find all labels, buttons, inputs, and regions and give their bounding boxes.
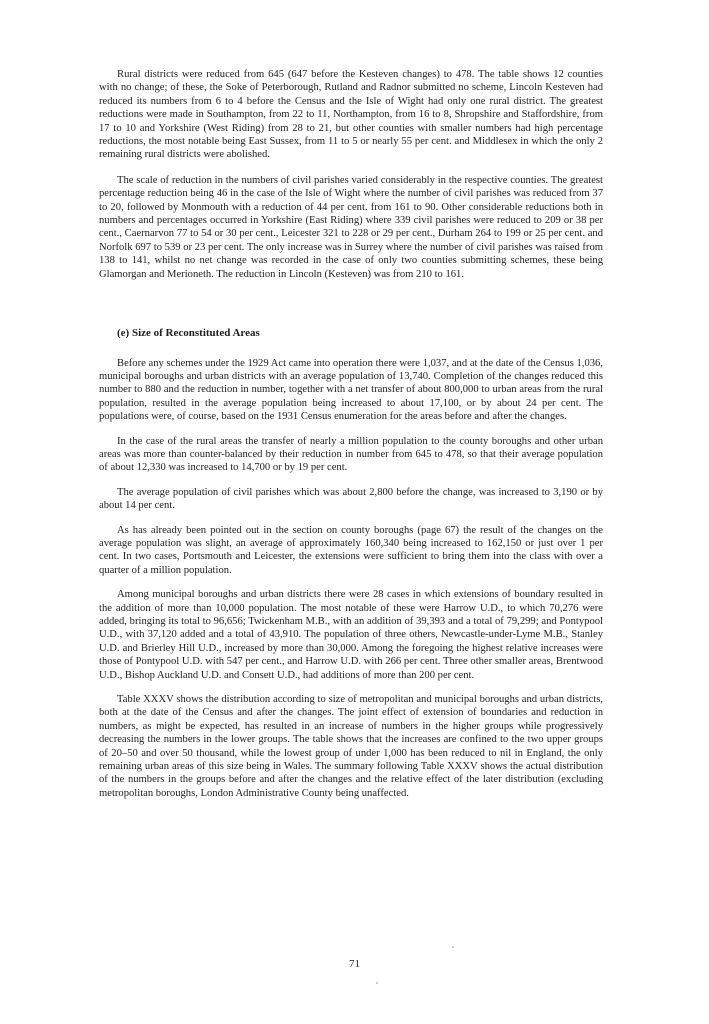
document-page [99, 68, 603, 800]
paragraph-municipal-boroughs: Before any schemes under the 1929 Act came into operation there were 1,037, and at the date of the Census 1,036, municipal boroughs and urban districts with an average population of 13,740. Completion of the changes reduced this number to 880 and the reduction in number, together with a net transfer of about 800,000 to urban areas from the rural population, resulted in the average population being increased to about 17,100, or by about 24 per cent. The populations were, of course, based on the 1931 Census enumeration for the areas before and after the changes. [99, 357, 603, 423]
section-heading: (e) Size of Reconstituted Areas [117, 327, 260, 340]
scan-speck [376, 982, 378, 984]
paragraph-rural-districts: Rural districts were reduced from 645 (647 before the Kesteven changes) to 478. The table shows 12 counties with no change; of these, the Soke of Peterborough, Rutland and Radnor submitted no scheme, Lincoln Kesteven had reduced its numbers from 6 to 4 before the Census and the Isle of Wight had only one rural district. The greatest reductions were made in Southampton, from 22 to 11, Northampton, from 16 to 8, Shropshire and Staffordshire, from 17 to 10 and Yorkshire (West Riding) from 28 to 21, but other counties with smaller numbers had high percentage reductions, the most notable being East Sussex, from 11 to 5 or nearly 55 per cent. and Middlesex in which the only 2 remaining rural districts were abolished. [99, 69, 603, 161]
scan-speck [452, 946, 454, 948]
paragraph-civil-parish-population: The average population of civil parishes which was about 2,800 before the change, was increased to 3,190 or by about 14 per cent. [99, 486, 603, 512]
paragraph-county-boroughs: As has already been pointed out in the section on county boroughs (page 67) the result of the changes on the average population was slight, an average of approximately 160,340 being increased to 162,150 or just over 1 per cent. In two cases, Portsmouth and Leicester, the extensions were sufficient to bring them into the class with over a quarter of a million population. [99, 524, 603, 576]
paragraph-civil-parishes: The scale of reduction in the numbers of civil parishes varied considerably in the respective counties. The greatest percentage reduction being 46 in the case of the Isle of Wight where the number of civil parishes was reduced from 37 to 20, followed by Monmouth with a reduction of 44 per cent. from 161 to 90. Other considerable reductions both in numbers and percentages occurred in Yorkshire (East Riding) where 339 civil parishes were reduced to 209 or 38 per cent., Caernarvon 77 to 54 or 30 per cent., Leicester 321 to 228 or 29 per cent., Durham 264 to 199 or 25 per cent. and Norfolk 697 to 539 or 23 per cent. The only increase was in Surrey where the number of civil parishes was raised from 138 to 141, whilst no net change was recorded in the case of only two counties submitting schemes, these being Glamorgan and Merioneth. The reduction in Lincoln (Kesteven) was from 210 to 161. [99, 174, 603, 280]
paragraph-rural-areas: In the case of the rural areas the transfer of nearly a million population to the county boroughs and other urban areas was more than counter-balanced by their reduction in number from 645 to 478, so that their average population of about 12,330 was increased to 14,700 or by 19 per cent. [99, 435, 603, 474]
paragraph-boundary-extensions: Among municipal boroughs and urban districts there were 28 cases in which extensions of boundary resulted in the addition of more than 10,000 population. The most notable of these were Harrow U.D., to which 70,276 were added, bringing its total to 96,656; Twickenham M.B., with an addition of 39,393 and a total of 79,299; and Pontypool U.D., with 37,120 added and a total of 43,910. The population of three others, Newcastle-under-Lyme M.B., Stanley U.D. and Brierley Hill U.D., increased by more than 30,000. Among the foregoing the highest relative increases were those of Pontypool U.D. with 547 per cent., and Harrow U.D. with 266 per cent. Three other smaller areas, Brentwood U.D., Bishop Auckland U.D. and Consett U.D., had additions of more than 200 per cent. [99, 589, 603, 681]
paragraph-table-xxxv: Table XXXV shows the distribution according to size of metropolitan and municipal boroughs and urban districts, both at the date of the Census and after the changes. The joint effect of extension of boundaries and reduction in numbers, as might be expected, has resulted in an increase of numbers in the higher groups while progressively decreasing the numbers in the lower groups. The table shows that the increases are confined to the two upper groups of 20–50 and over 50 thousand, while the lowest group of under 1,000 has been reduced to nil in England, the only remaining urban areas of this size being in Wales. The summary following Table XXXV shows the actual distribution of the numbers in the groups before and after the changes and the relative effect of the later distribution (excluding metropolitan boroughs, London Administrative County being unaffected. [99, 694, 603, 799]
page-number: 71 [349, 958, 360, 970]
